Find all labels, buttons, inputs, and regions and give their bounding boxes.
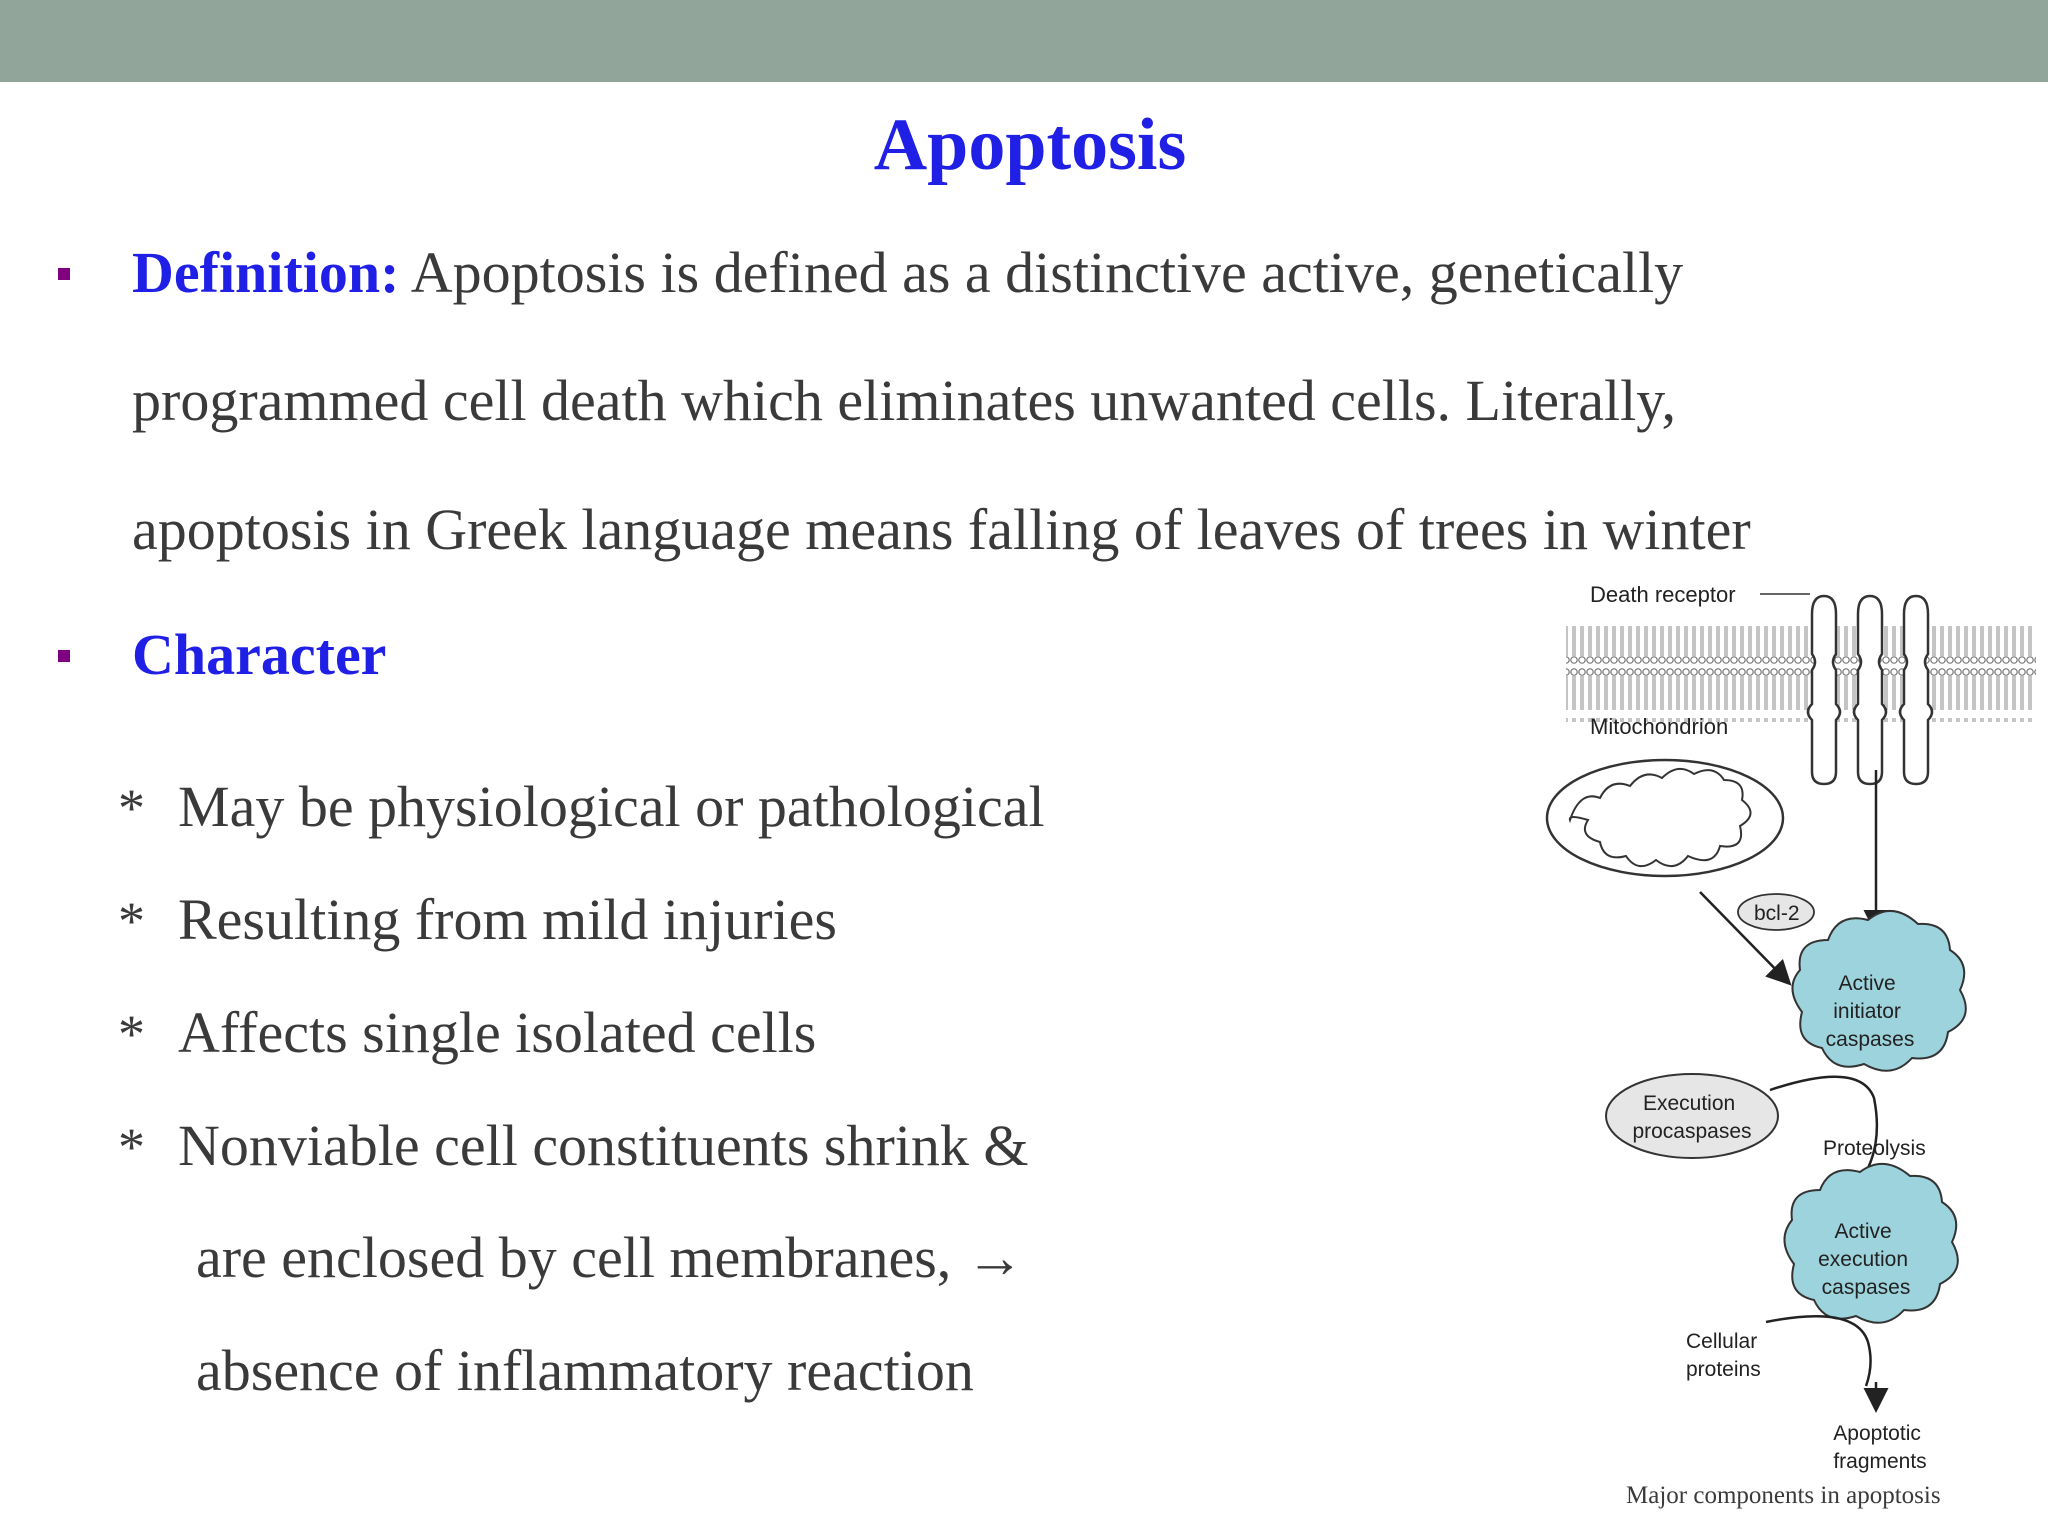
bcl2-label: bcl-2 [1754, 902, 1800, 925]
execution-procaspase-label: Execution procaspases [1632, 1092, 1752, 1143]
proteolysis-label: Proteolysis [1823, 1137, 1926, 1160]
initiator-caspase-label: Active initiator caspases [1825, 972, 1915, 1051]
execution-caspase-label: Active execution caspases [1818, 1220, 1911, 1299]
character-item-continuation: absence of inflammatory reaction [196, 1338, 974, 1403]
execution-procaspase-oval [1606, 1074, 1778, 1158]
definition-line-2: programmed cell death which eliminates unwanted cells. Literally, [132, 368, 1676, 433]
header-bar [0, 0, 2048, 82]
diagram-caption: Major components in apoptosis [1626, 1482, 1941, 1509]
character-item-continuation: are enclosed by cell membranes, → [196, 1225, 1024, 1290]
character-item: * Affects single isolated cells [118, 998, 816, 1069]
bullet-square-icon [58, 268, 70, 280]
death-receptor-icon [1808, 596, 1932, 784]
mitochondrion-label: Mitochondrion [1590, 714, 1729, 739]
bullet-square-icon [58, 650, 70, 662]
character-item: * Resulting from mild injuries [118, 885, 837, 956]
asterisk-icon: * [118, 1004, 145, 1064]
character-heading: Character [132, 622, 387, 687]
character-item: * May be physiological or pathological [118, 772, 1045, 843]
definition-label: Definition: [132, 240, 400, 305]
cellular-proteins-label: Cellular proteins [1686, 1330, 1761, 1381]
asterisk-icon: * [118, 891, 145, 951]
definition-line-1 [132, 238, 1683, 308]
definition-text-1: Apoptosis is defined as a distinctive active, genetically [410, 240, 1684, 305]
death-receptor-label: Death receptor [1590, 582, 1736, 607]
apoptotic-fragments-label: Apoptotic fragments [1833, 1422, 1927, 1473]
asterisk-icon: * [118, 1117, 145, 1177]
asterisk-icon: * [118, 778, 145, 838]
definition-line-3: apoptosis in Greek language means falling of leaves of trees in winter [132, 497, 1751, 562]
mitochondrion-icon [1547, 760, 1783, 876]
slide-title: Apoptosis [873, 104, 1187, 186]
character-item: * Nonviable cell constituents shrink & [118, 1111, 1029, 1182]
cell-membrane [1566, 626, 2036, 722]
apoptosis-pathway-diagram [1530, 570, 2040, 1520]
